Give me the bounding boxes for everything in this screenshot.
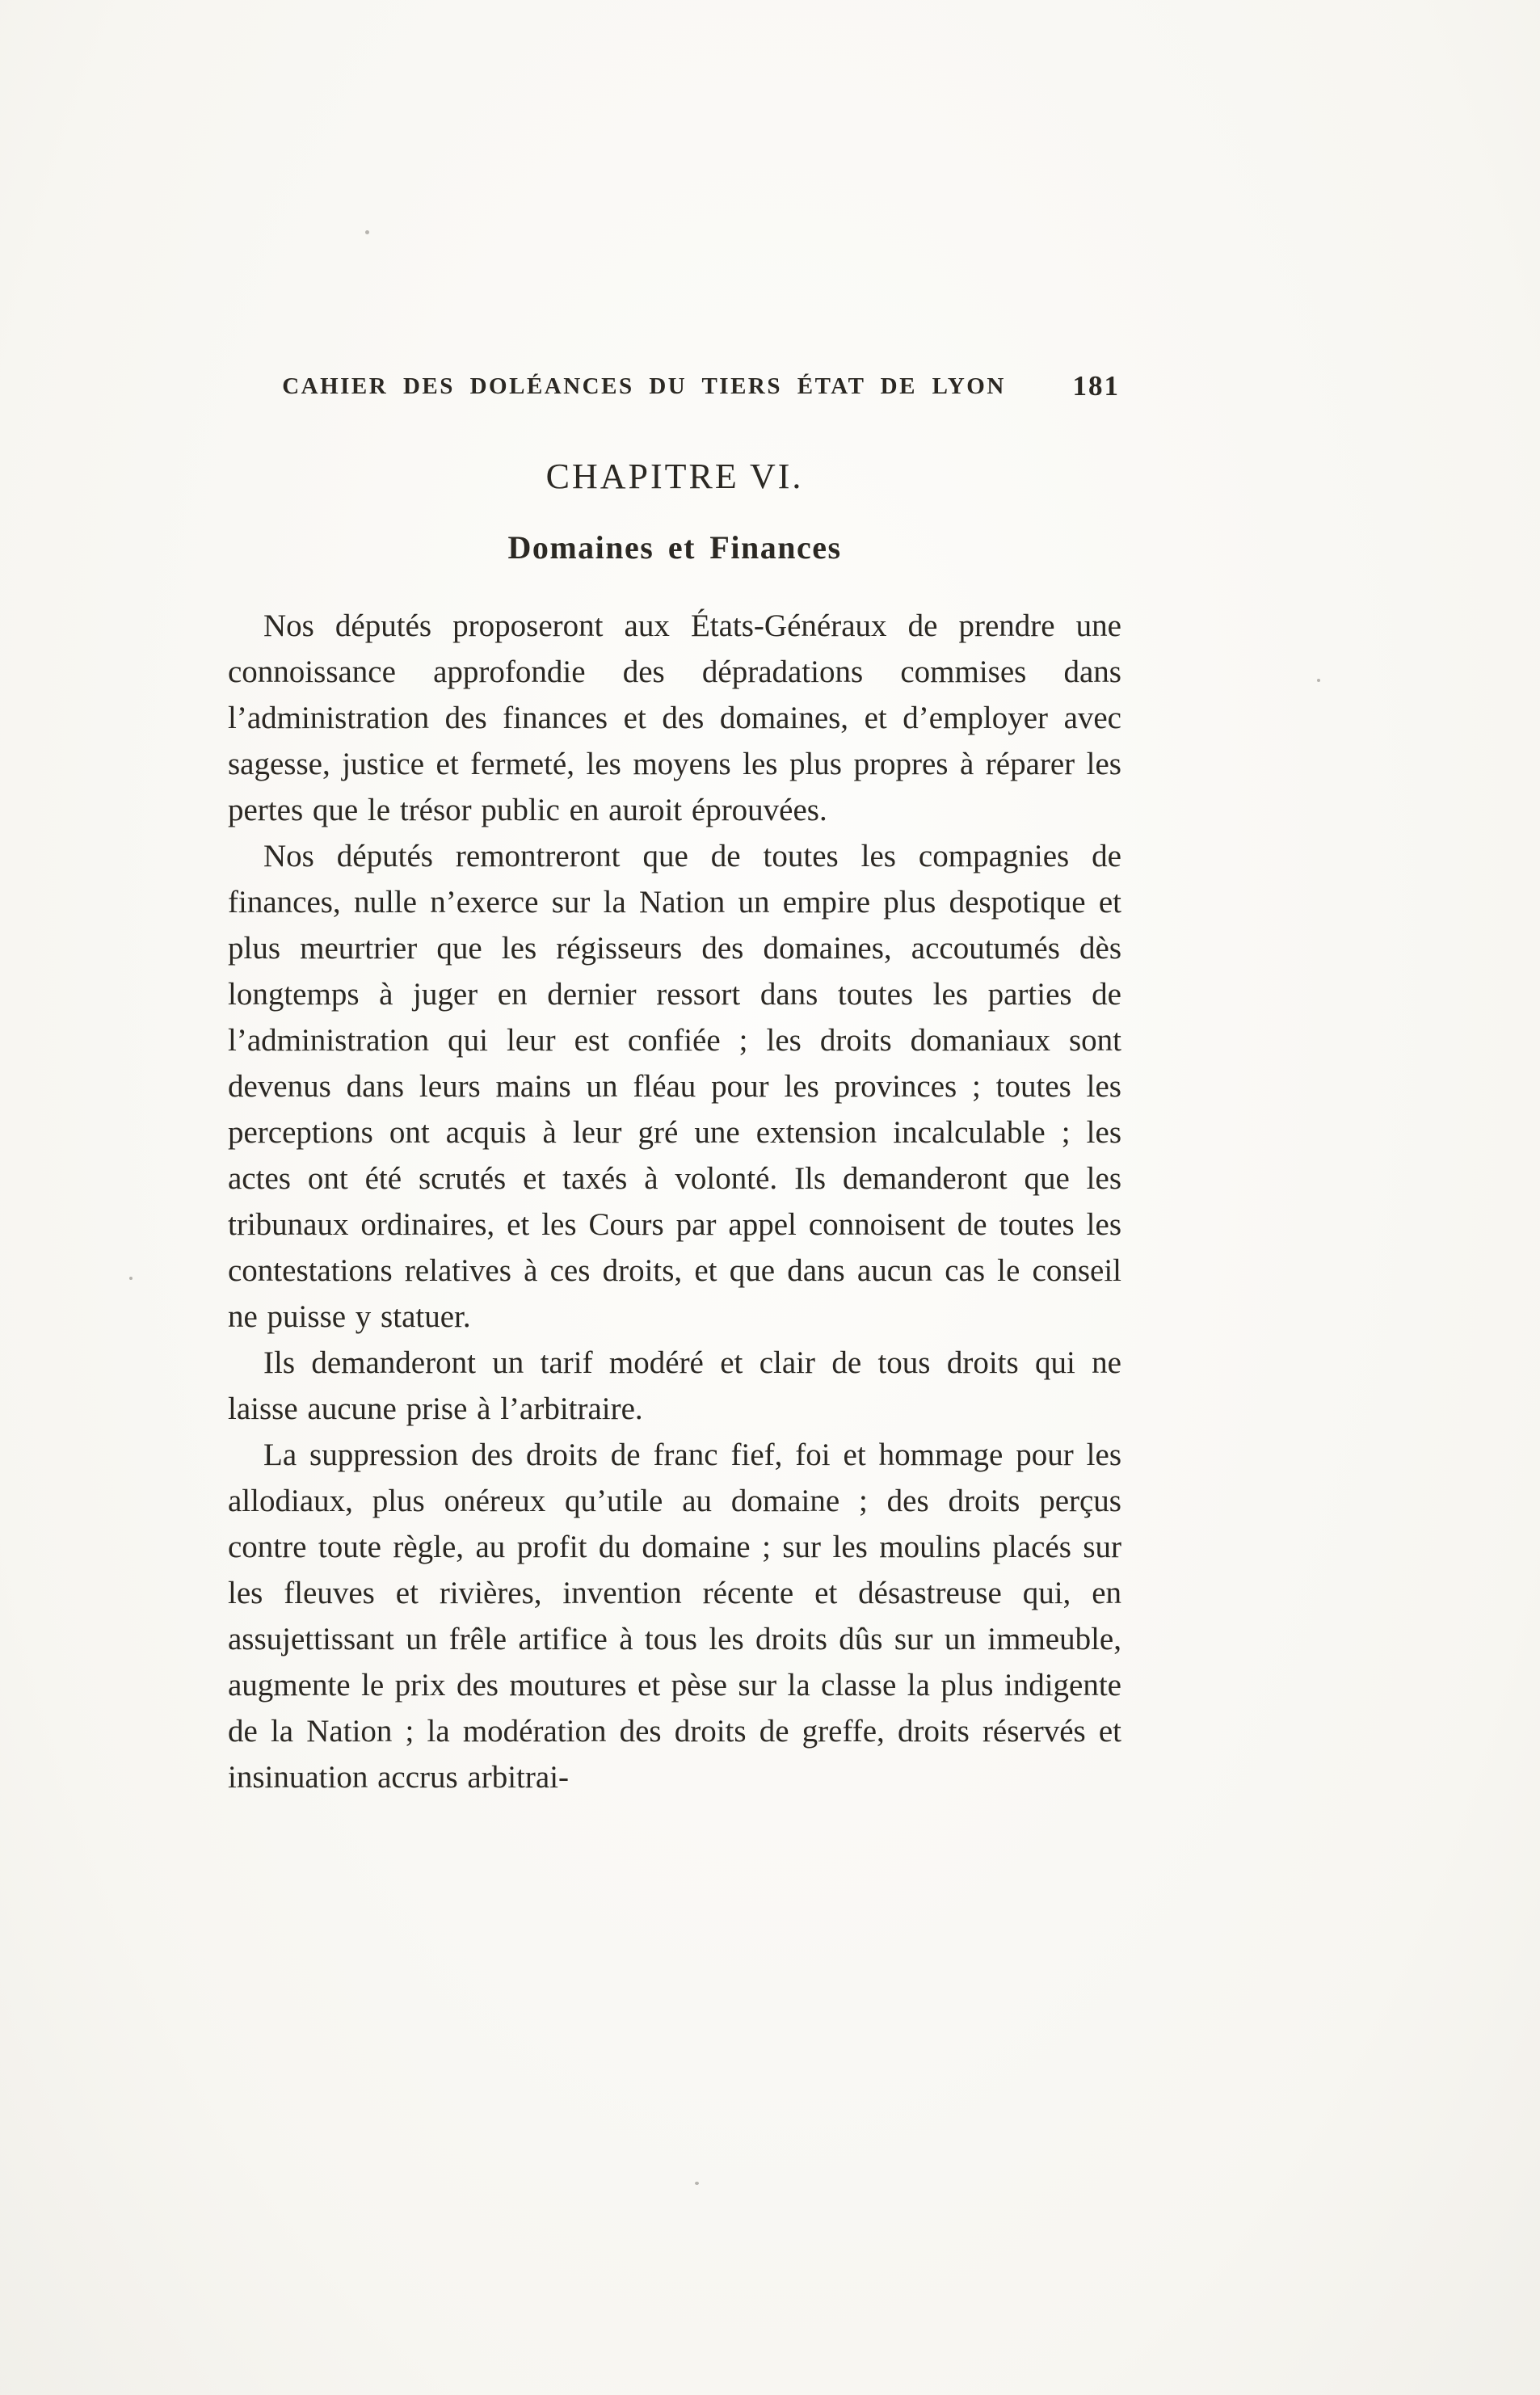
- chapter-title: CHAPITRE VI.: [545, 457, 804, 496]
- scan-speckle: [129, 1277, 133, 1280]
- page-number: 181: [1072, 370, 1120, 402]
- scan-speckle: [1317, 679, 1320, 682]
- paragraph-2: Nos députés remontreront que de toutes les compagnies de finances, nulle n’exerce sur la Nation un empire plus despotique et plus meurtrier que les régisseurs des domaines, accoutumés dès longtemps à juger en dernier ressort dans toutes les parties de l’administration qui leur est confiée ; les droits domaniaux sont devenus dans leurs mains un fléau pour les provinces ; toutes les perceptions ont acquis à leur gré une extension incalculable ; les actes ont été scrutés et taxés à volonté. Ils demanderont que les tribunaux ordinaires, et les Cours par appel connoisent de toutes les contestations relatives à ces droits, et que dans aucun cas le conseil ne puisse y statuer.: [228, 839, 1121, 1334]
- page-content: [228, 370, 1121, 1800]
- paragraph-4: La suppression des droits de franc fief, foi et hommage pour les allodiaux, plus onéreux qu’utile au domaine ; des droits perçus contre toute règle, au profit du domaine ; sur les moulins placés sur les fleuves et rivières, invention récente et désastreuse qui, en assujettissant un frêle artifice à tous les droits dûs sur un immeuble, augmente le prix des moutures et pèse sur la classe la plus indigente de la Nation ; la modération des droits de greffe, droits réservés et insinuation accrus arbitrai-: [228, 1437, 1121, 1795]
- paragraph-3: Ils demanderont un tarif modéré et clair de tous droits qui ne laisse aucune prise à l’arbitraire.: [228, 1345, 1121, 1426]
- body-text: [228, 603, 1121, 1800]
- running-header: [228, 370, 1121, 409]
- scan-speckle: [365, 230, 369, 234]
- paragraph-1: Nos députés proposeront aux États-Généraux de prendre une connoissance approfondie des dépradations commises dans l’administration des finances et des domaines, et d’employer avec sagesse, justice et fermeté, les moyens les plus propres à réparer les pertes que le trésor public en auroit éprouvées.: [228, 608, 1121, 827]
- scan-speckle: [695, 2182, 699, 2185]
- running-header-title: CAHIER DES DOLÉANCES DU TIERS ÉTAT DE LYON: [282, 373, 1006, 399]
- section-title: Domaines et Finances: [507, 529, 842, 566]
